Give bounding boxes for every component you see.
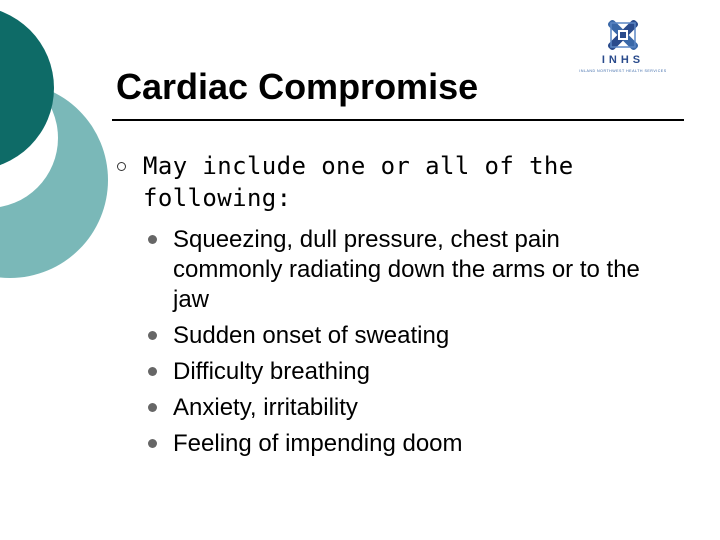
logo-name: INHS	[601, 54, 645, 66]
list-item-text: Feeling of impending doom	[173, 430, 463, 457]
filled-circle-bullet-icon	[148, 403, 157, 412]
main-bullet-text: May include one or all of the following:	[143, 152, 574, 212]
title-divider	[112, 119, 684, 121]
list-item-text: Squeezing, dull pressure, chest pain commonly radiating down the arms or to the jaw	[173, 226, 640, 313]
list-item-text: Sudden onset of sweating	[173, 322, 450, 349]
list-item	[173, 357, 693, 387]
filled-circle-bullet-icon	[148, 439, 157, 448]
inhs-logo	[566, 14, 680, 76]
list-item	[173, 225, 663, 315]
filled-circle-bullet-icon	[148, 331, 157, 340]
list-item	[173, 321, 693, 351]
list-item-text: Anxiety, irritability	[173, 394, 358, 421]
slide-title: Cardiac Compromise	[116, 66, 479, 107]
filled-circle-bullet-icon	[148, 367, 157, 376]
decorative-circles	[0, 0, 110, 300]
hollow-circle-bullet-icon	[117, 162, 126, 171]
logo-tagline: INLAND NORTHWEST HEALTH SERVICES	[579, 69, 667, 73]
list-item-text: Difficulty breathing	[173, 358, 370, 385]
symptom-list	[173, 225, 693, 465]
inhs-x-logo-icon	[566, 14, 680, 54]
filled-circle-bullet-icon	[148, 235, 157, 244]
list-item	[173, 429, 693, 459]
list-item	[173, 393, 693, 423]
